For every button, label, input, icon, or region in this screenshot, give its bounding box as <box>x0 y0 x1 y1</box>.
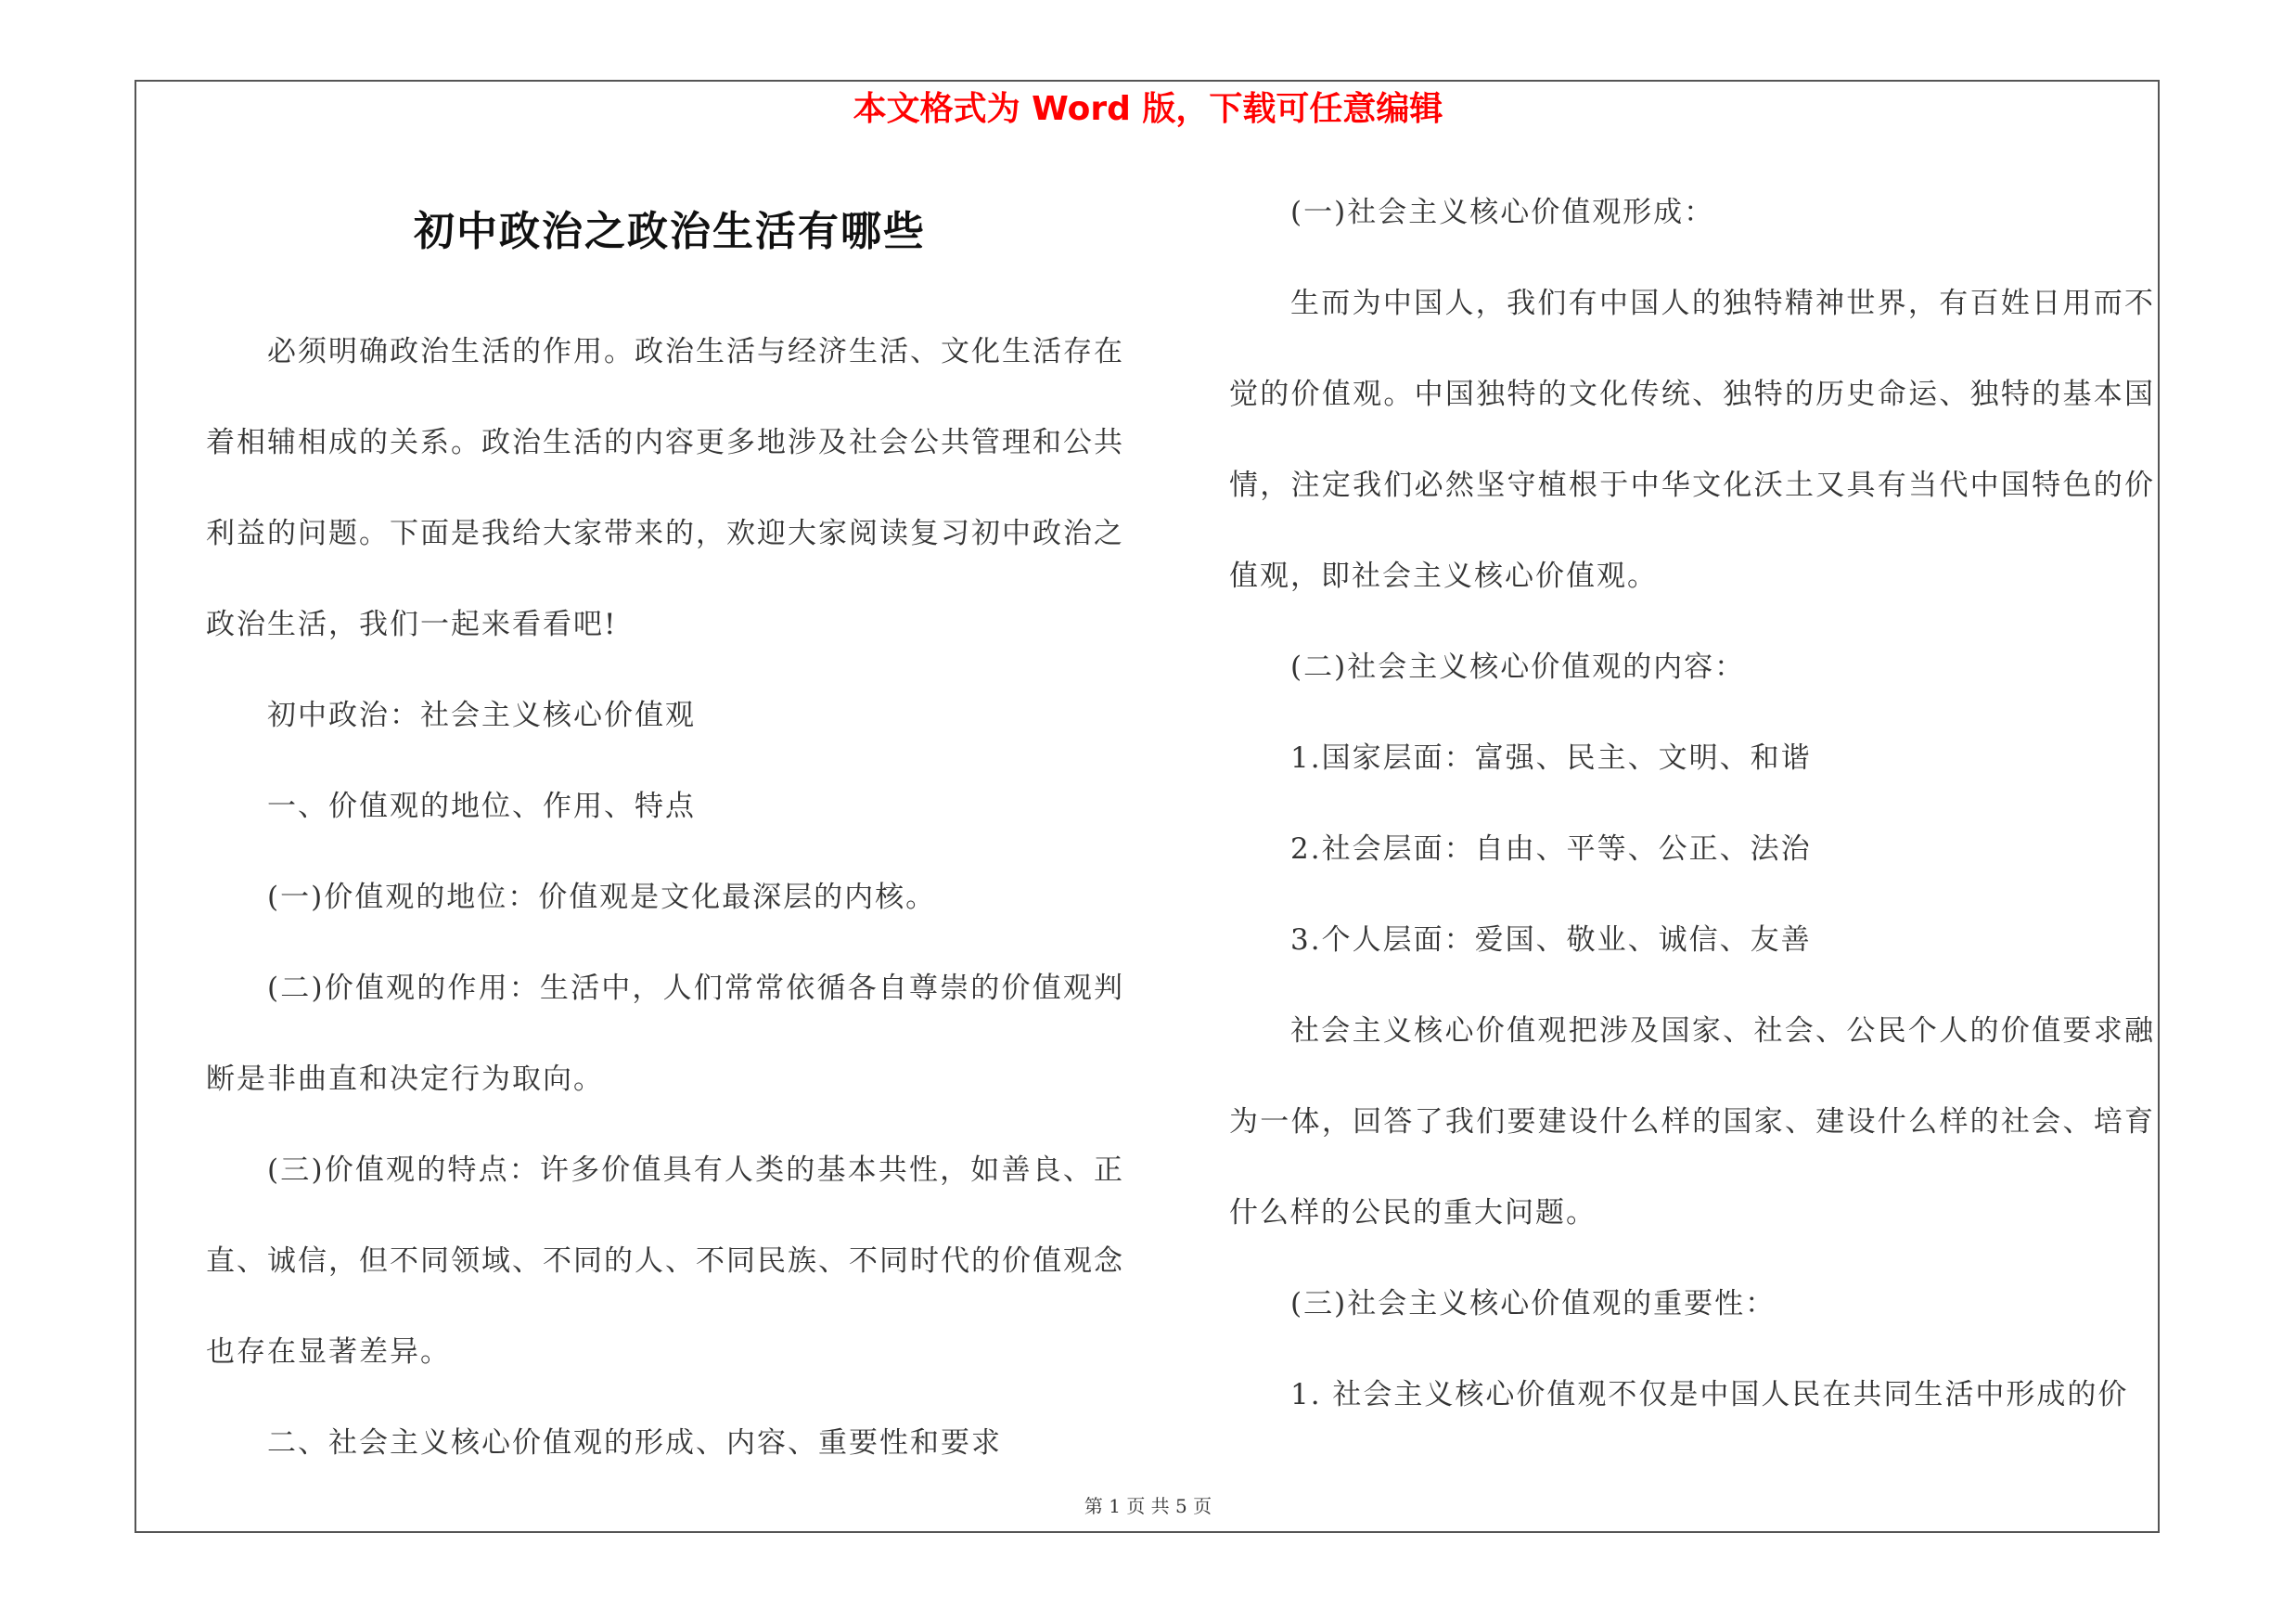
page-number-footer: 第 1 页 共 5 页 <box>1084 1495 1212 1517</box>
section-heading: 二、社会主义核心价值观的形成、内容、重要性和要求 <box>267 1426 1002 1460</box>
paragraph: (一)价值观的地位：价值观是文化最深层的内核。 <box>267 881 937 914</box>
document-title: 初中政治之政治生活有哪些 <box>414 208 926 255</box>
section-heading: 一、价值观的地位、作用、特点 <box>267 790 696 823</box>
subsection-heading: (二)社会主义核心价值观的内容： <box>1290 650 1746 684</box>
paragraph: (二)价值观的作用：生活中，人们常常依循各自尊崇的价值观判断是非曲直和决定行为取向。 <box>206 972 1124 1096</box>
paragraph: (三)价值观的特点：许多价值具有人类的基本共性，如善良、正直、诚信，但不同领域、不同的人、不同民族、不同时代的价值观念也存在显著差异。 <box>206 1153 1124 1369</box>
right-column <box>1229 167 2155 1440</box>
list-item: 3.个人层面：爱国、敬业、诚信、友善 <box>1290 923 1812 957</box>
left-column <box>206 306 1124 1488</box>
paragraph: 初中政治：社会主义核心价值观 <box>267 699 696 732</box>
paragraph: 生而为中国人，我们有中国人的独特精神世界，有百姓日用而不觉的价值观。中国独特的文化传统、独特的历史命运、独特的基本国情，注定我们必然坚守植根于中华文化沃土又具有当代中国特色的价值观，即社会主义核心价值观。 <box>1229 287 2155 593</box>
subsection-heading: (三)社会主义核心价值观的重要性： <box>1290 1287 1777 1320</box>
paragraph: 必须明确政治生活的作用。政治生活与经济生活、文化生活存在着相辅相成的关系。政治生活的内容更多地涉及社会公共管理和公共利益的问题。下面是我给大家带来的，欢迎大家阅读复习初中政治之政治生活，我们一起来看看吧! <box>206 335 1124 641</box>
list-item: 1.国家层面：富强、民主、文明、和谐 <box>1290 741 1812 775</box>
paragraph: 1. 社会主义核心价值观不仅是中国人民在共同生活中形成的价 <box>1290 1378 2129 1411</box>
subsection-heading: (一)社会主义核心价值观形成： <box>1290 196 1715 229</box>
paragraph: 社会主义核心价值观把涉及国家、社会、公民个人的价值要求融为一体，回答了我们要建设什么样的国家、建设什么样的社会、培育什么样的公民的重大问题。 <box>1229 1014 2155 1230</box>
word-format-banner: 本文格式为 Word 版，下载可任意编辑 <box>853 90 1443 128</box>
list-item: 2.社会层面：自由、平等、公正、法治 <box>1290 832 1812 866</box>
